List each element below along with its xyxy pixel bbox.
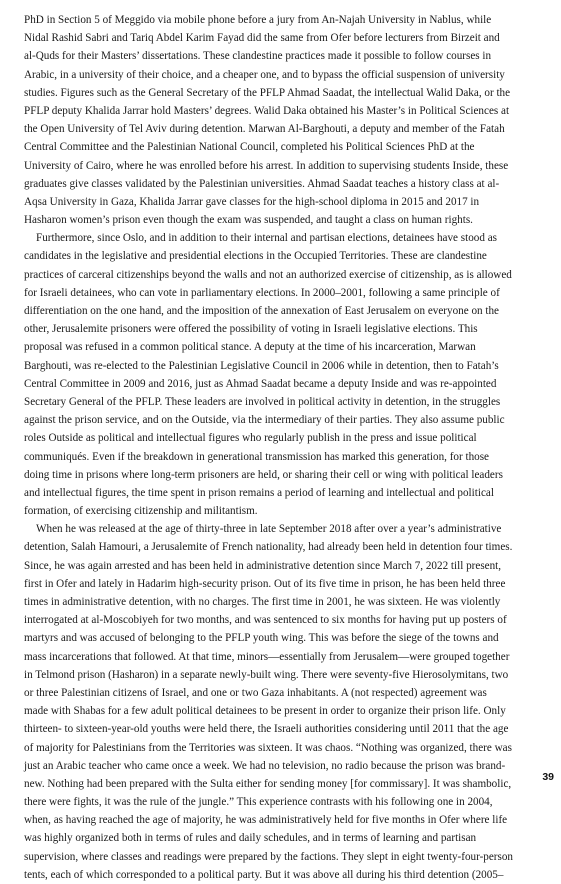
text-line: detention, Salah Hamouri, a Jerusalemite of French nationality, had already been held in detention four times. <box>24 541 513 554</box>
text-line: for Israeli detainees, who can vote in parliamentary elections. In 2000–2001, following a same principle of <box>24 286 500 299</box>
text-line: Furthermore, since Oslo, and in addition to their internal and partisan elections, detainees have stood as <box>36 232 497 245</box>
text-line: Central Committee in 2009 and 2016, just as Ahmad Saadat became a deputy Inside and was re-appointed <box>24 377 497 390</box>
text-line: new. Nothing had been prepared with the Sulta either for sending money [for commissary]. It was shambolic, <box>24 777 512 790</box>
text-line: of majority for Palestinians from the Territories was sixteen. It was chaos. “Nothing was organized, there was <box>24 741 512 754</box>
text-line: doing time in prisons where long-term prisoners are held, or sharing their cell or wing with political leaders <box>24 468 503 481</box>
text-line: Arabic, in a university of their choice, and a cheaper one, and to bypass the official suspension of university <box>24 68 505 81</box>
text-line: Hasharon women’s prison even though the exam was suspended, and taught a class on human rights. <box>24 214 473 227</box>
text-line: graduates give classes validated by the Palestinian universities. Ahmad Saadat teaches a history class at al- <box>24 177 500 190</box>
text-line: PFLP deputy Khalida Jarrar hold Masters’ degrees. Walid Daka obtained his Master’s in Political Sciences at <box>24 104 510 117</box>
text-line: martyrs and was accused of belonging to the PFLP youth wing. This was before the siege of the towns and <box>24 632 499 645</box>
text-line: Secretary General of the PFLP. These leaders are involved in political activity in detention, in the struggles <box>24 395 501 408</box>
text-line: was highly organized both in terms of rules and daily schedules, and in terms of learning and partisan <box>24 832 477 845</box>
text-line: or three Palestinian citizens of Israel, and one or two Gaza inhabitants. A (not respected) agreement was <box>24 686 487 699</box>
text-line: against the prison service, and on the Outside, via the intermediary of their parties. They also assume public <box>24 414 505 427</box>
text-line: other, Jerusalemite prisoners were offered the possibility of voting in Israeli legislative elections. This <box>24 323 478 336</box>
text-line: just an Arabic teacher who came once a week. We had no television, no radio because the prison was brand- <box>24 759 506 772</box>
text-line: communiqués. Even if the breakdown in generational transmission has marked this generation, for those <box>24 450 490 463</box>
text-line: Barghouti, was re-elected to the Palestinian Legislative Council in 2006 while in detention, then to Fatah’s <box>24 359 499 372</box>
text-line: al-Quds for their Masters’ dissertations. These clandestine practices made it possible to follow courses in <box>24 50 492 63</box>
text-line: When he was released at the age of thirty-three in late September 2018 after over a year’s administrative <box>36 523 502 536</box>
text-line: and intellectual figures, the time spent in prison remains a period of learning and intellectual and political <box>24 486 494 499</box>
text-line: times in administrative detention, with no charges. The first time in 2001, he was sixteen. He was violently <box>24 596 501 608</box>
paragraph-2 <box>24 229 539 520</box>
text-line: first in Ofer and lately in Hadarim high-security prison. Out of its five time in prison, he has been held three <box>24 577 506 590</box>
text-line: differentiation on the one hand, and the imposition of the annexation of East Jerusalem on everyone on the <box>24 305 499 317</box>
text-line: roles Outside as political and intellectual figures who regularly publish in the press and issue political <box>24 432 477 445</box>
text-line: mass incarcerations that followed. At that time, minors—essentially from Jerusalem—were grouped together <box>24 650 510 663</box>
text-line: formation, of exercising citizenship and militantism. <box>24 505 258 518</box>
text-line: when, as having reached the age of majority, he was administratively held for five months in Ofer where life <box>24 814 508 827</box>
paragraph-1 <box>24 11 539 229</box>
text-line: the Open University of Tel Aviv during detention. Marwan Al-Barghouti, a deputy and member of the Fatah <box>24 123 505 136</box>
text-line: Since, he was again arrested and has been held in administrative detention since March 7, 2022 till present, <box>24 559 502 572</box>
text-line: PhD in Section 5 of Meggido via mobile phone before a jury from An-Najah University in Nablus, while <box>24 14 492 26</box>
page-number: 39 <box>542 771 554 783</box>
text-line: made with Shabas for a few adult political detainees to be present in order to organize their prison life. Only <box>24 705 506 718</box>
text-line: thirteen- to sixteen-year-old youths were held there, the Israeli authorities considering until 2011 that the age <box>24 723 509 736</box>
text-line: there were fights, it was the rule of the jungle.” This experience contrasts with his following one in 2004, <box>24 796 493 809</box>
text-line: candidates in the legislative and presidential elections in the Occupied Territories. These are clandestine <box>24 250 487 263</box>
text-line: in Telmond prison (Hasharon) in a separate newly-built wing. There were seventy-five Hierosolymitans, two <box>24 668 509 681</box>
text-line: proposal was refused in a common political stance. A deputy at the time of his incarceration, Marwan <box>24 341 476 354</box>
text-line: studies. Figures such as the General Secretary of the PFLP Ahmad Saadat, the intellectual Walid Daka, or the <box>24 86 511 99</box>
page-body <box>24 11 539 881</box>
text-line: University of Cairo, where he was enrolled before his arrest. In addition to supervising students Inside, these <box>24 159 509 172</box>
text-line: interrogated at al-Moscobiyeh for two months, and was sentenced to six months for having put up posters of <box>24 614 507 627</box>
text-line: tents, each of which corresponded to a political party. But it was above all during his third detention (2005– <box>24 868 504 881</box>
paragraph-3 <box>24 520 539 884</box>
text-line: practices of carceral citizenships beyond the walls and not an authorized exercise of citizenship, as is allowed <box>24 268 512 281</box>
text-line: Central Committee and the Palestinian National Council, completed his Political Sciences PhD at the <box>24 141 475 154</box>
text-line: supervision, where classes and readings were prepared by the factions. They slept in eight twenty-four-person <box>24 850 513 863</box>
text-line: Aqsa University in Gaza, Khalida Jarrar gave classes for the high-school diploma in 2015 and 2017 in <box>24 195 480 208</box>
text-line: Nidal Rashid Sabri and Tariq Abdel Karim Fayad did the same from Ofer before lecturers from Birzeit and <box>24 32 500 45</box>
